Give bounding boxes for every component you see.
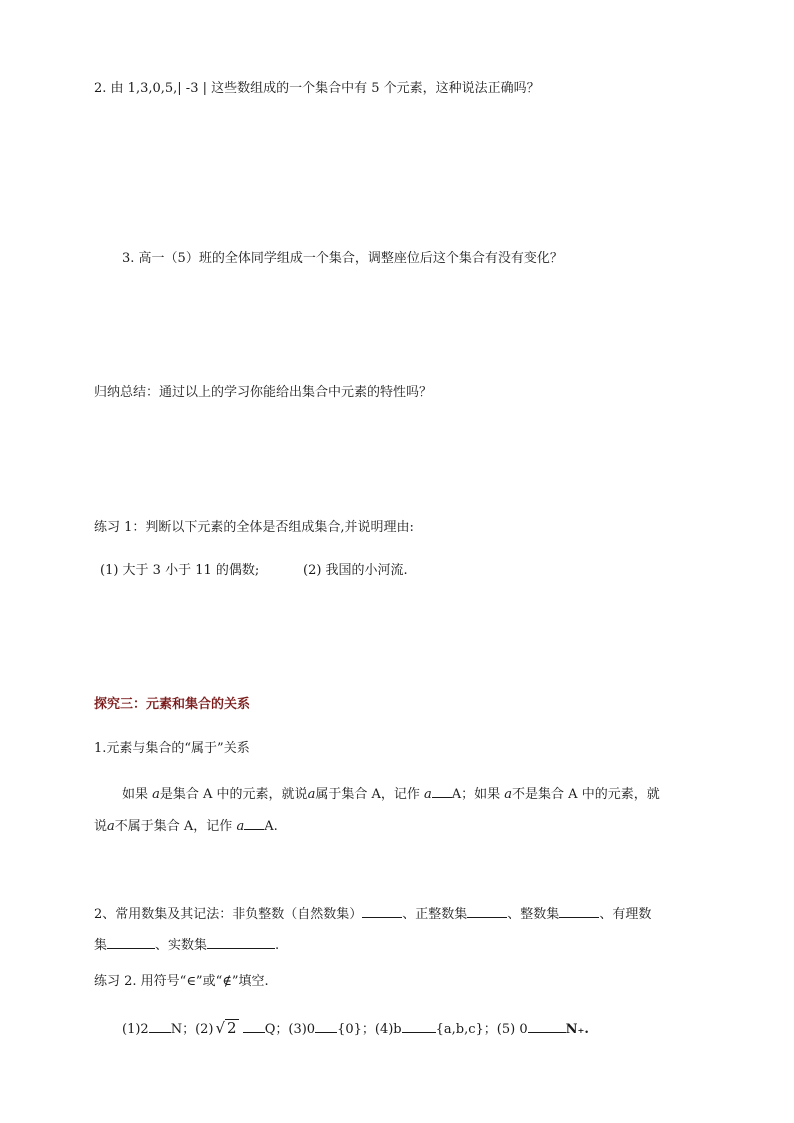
question-2-number: 2. xyxy=(94,81,107,96)
summary-prompt: 归纳总结：通过以上的学习你能给出集合中元素的特性吗？ xyxy=(94,385,433,400)
number-sets-line-1: 2、常用数集及其记法：非负整数（自然数集） 、正整数集 、整数集 、有理数 xyxy=(94,907,652,922)
exercise-2-blank-4[interactable] xyxy=(402,1020,436,1033)
rational-numbers-blank[interactable] xyxy=(107,936,155,949)
positive-integers-blank[interactable] xyxy=(467,905,507,918)
real-numbers-blank[interactable] xyxy=(207,936,275,949)
number-sets-line-2: 集 、实数集 . xyxy=(94,938,280,953)
question-3-number: 3. xyxy=(122,251,135,266)
exercise-2-items: (1)2 N；(2) √ 2 Q；(3)0 {0}；(4)b {a,b,c}；(5) 0 N₊. xyxy=(122,1019,589,1037)
membership-paragraph-line-1: 如果 a是集合 A 中的元素，就说a属于集合 A，记作 a A；如果 a不是集合 A 中的元素，就 xyxy=(122,787,660,802)
exercise-2-title: 练习 2. 用符号“∈”或“∉”填空. xyxy=(94,974,269,989)
exercise-1-title: 练习 1：判断以下元素的全体是否组成集合,并说明理由: xyxy=(94,520,414,535)
exercise-1-item-2: (2) 我国的小河流. xyxy=(303,563,408,578)
question-3 xyxy=(122,250,563,268)
section-3-heading: 探究三：元素和集合的关系 xyxy=(94,697,251,712)
sqrt-symbol: √ 2 xyxy=(215,1019,237,1037)
exercise-2-blank-1[interactable] xyxy=(149,1020,171,1033)
question-3-text: 高一（5）班的全体同学组成一个集合，调整座位后这个集合有没有变化？ xyxy=(138,251,563,266)
section-3-subheading-1: 1.元素与集合的“属于”关系 xyxy=(94,741,250,756)
question-2 xyxy=(94,80,540,98)
not-belongs-blank[interactable] xyxy=(244,817,264,830)
question-2-text: 由 1,3,0,5,| -3 | 这些数组成的一个集合中有 5 个元素，这种说法正确吗？ xyxy=(110,81,540,96)
exercise-1-item-1: (1) 大于 3 小于 11 的偶数; xyxy=(100,563,260,578)
integers-blank[interactable] xyxy=(559,905,599,918)
membership-paragraph-line-2: 说a不属于集合 A，记作 a A. xyxy=(94,819,278,834)
natural-numbers-blank[interactable] xyxy=(362,905,402,918)
belongs-blank[interactable] xyxy=(432,785,452,798)
exercise-2-blank-3[interactable] xyxy=(315,1020,337,1033)
exercise-2-blank-2[interactable] xyxy=(243,1020,265,1033)
exercise-2-blank-5[interactable] xyxy=(528,1020,566,1033)
